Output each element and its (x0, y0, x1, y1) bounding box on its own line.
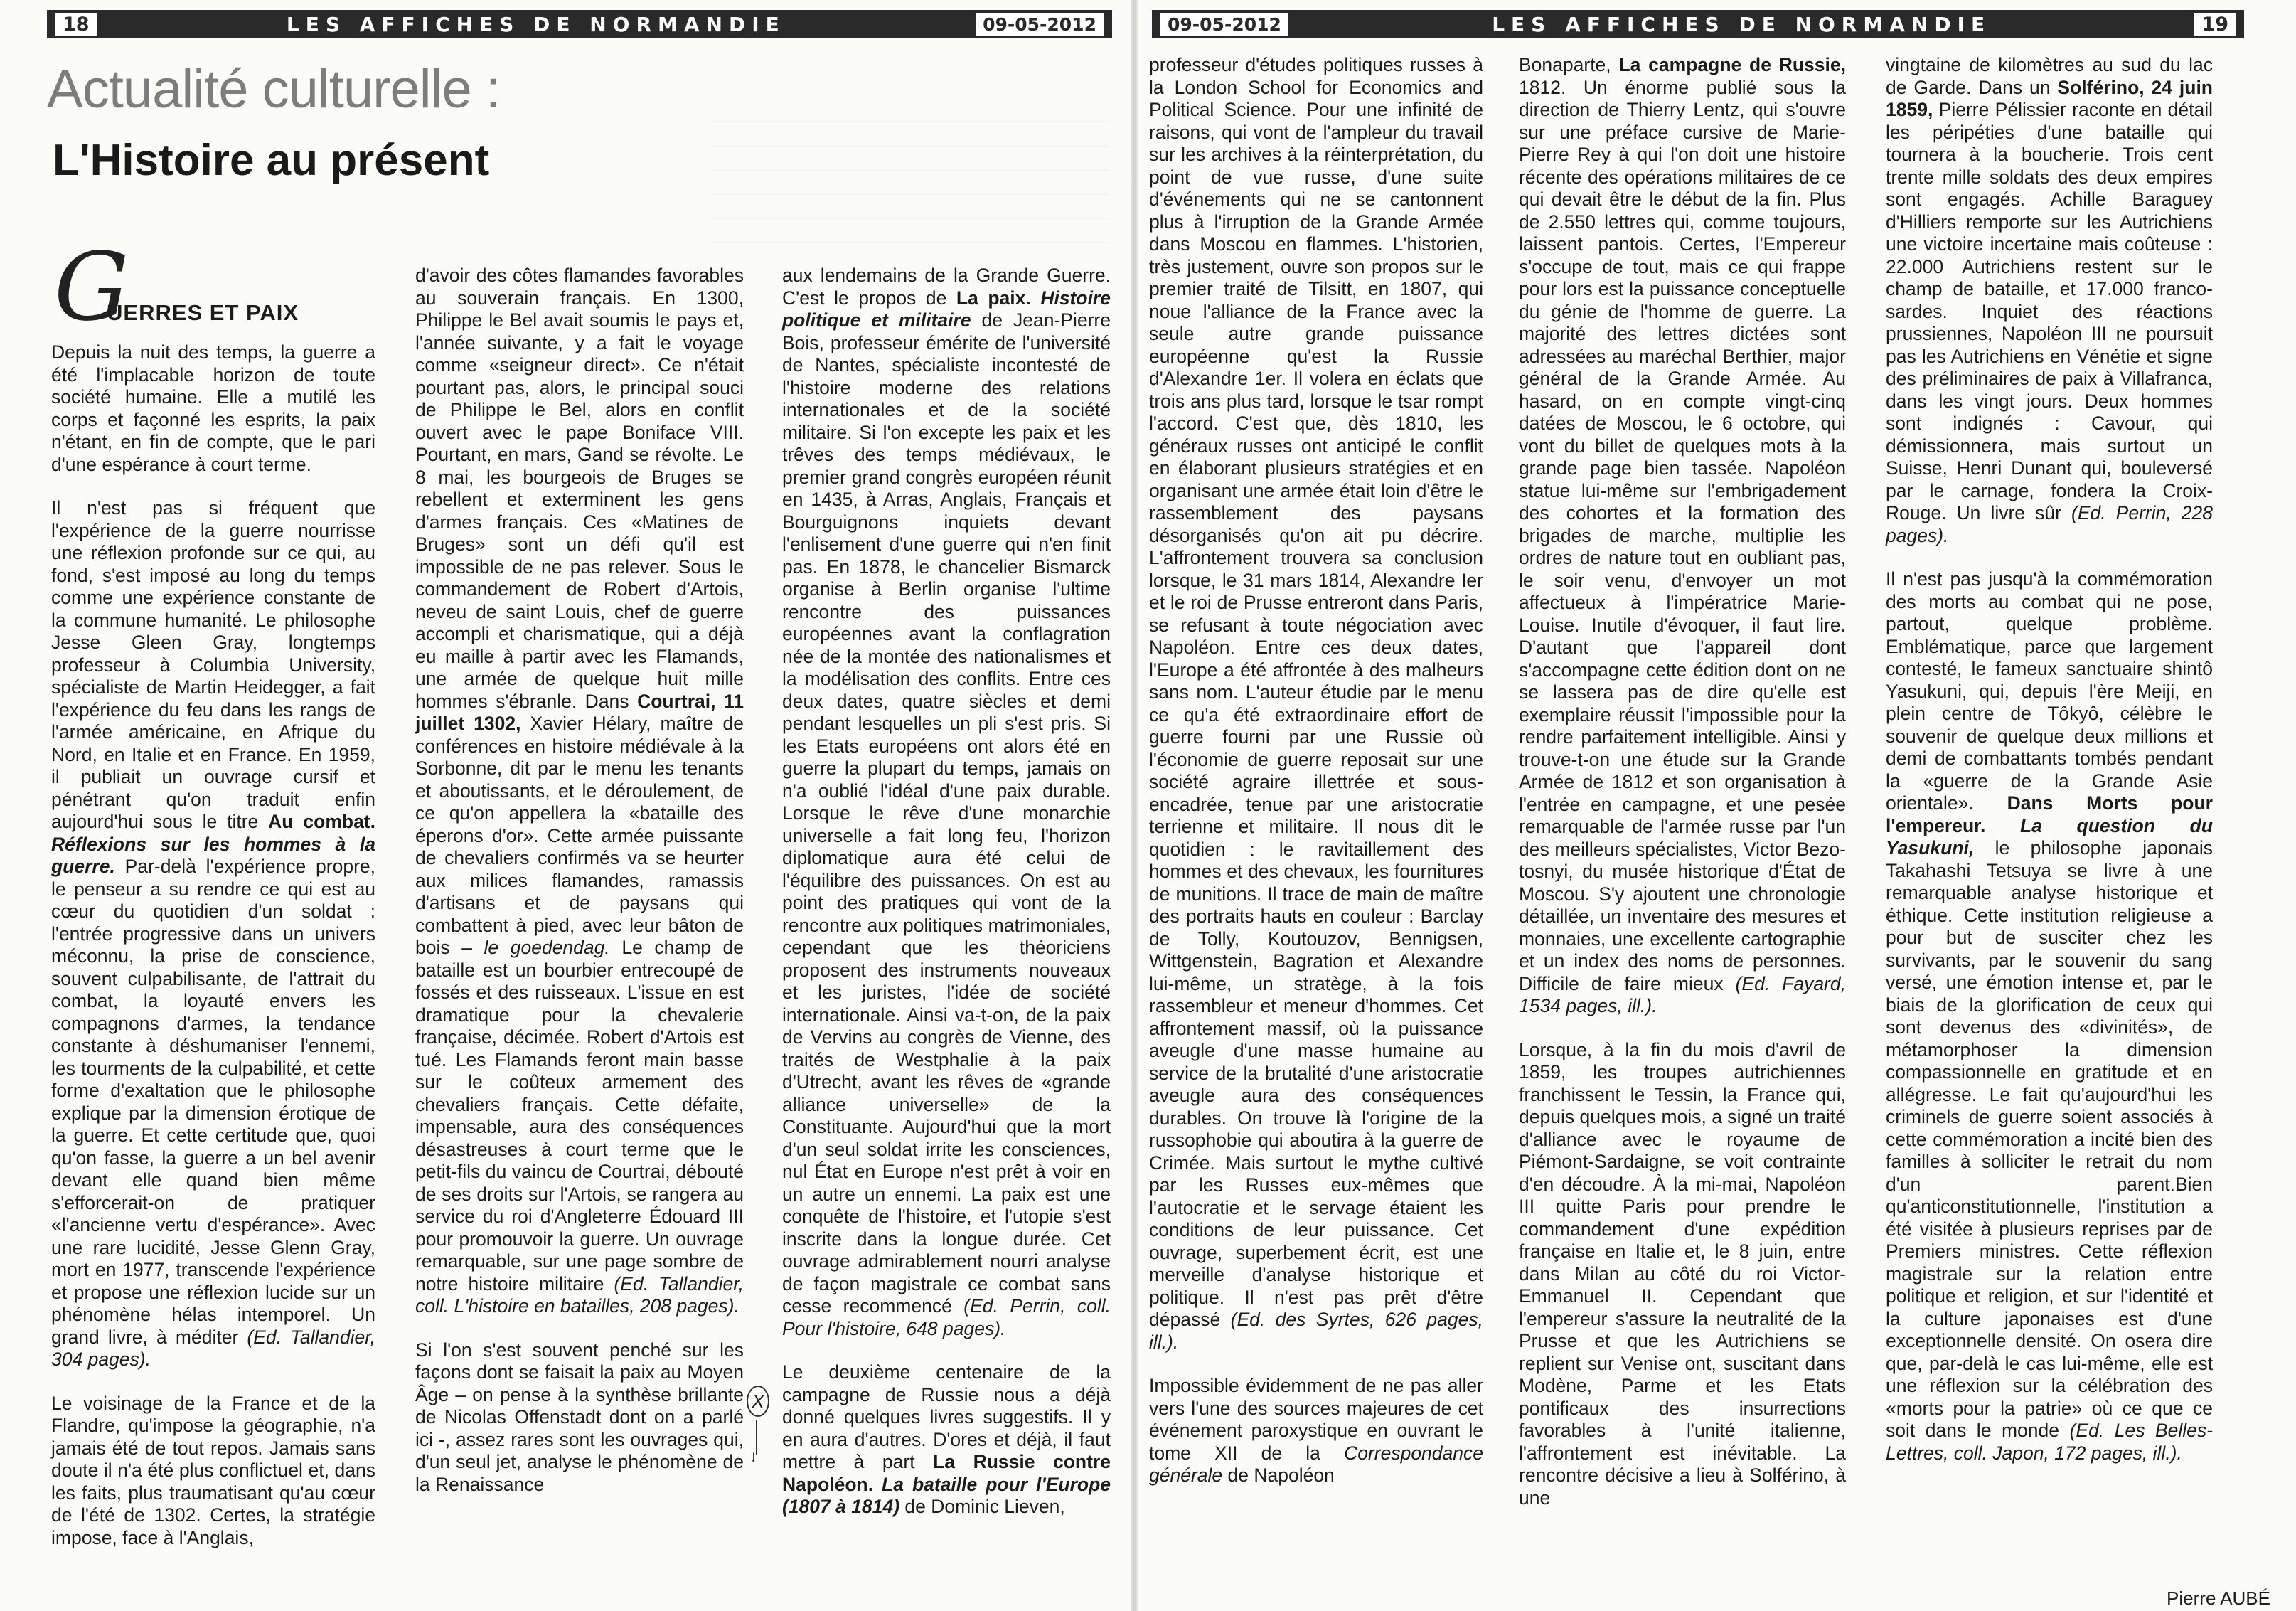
issue-date: 09-05-2012 (976, 13, 1104, 36)
column-2 (415, 265, 744, 1496)
show-through-texture (711, 121, 1109, 263)
right-page (1138, 0, 2296, 1611)
paragraph: vingtaine de kilomètres au sud du lac de Garde. Dans un Solférino, 24 juin 1859, Pierre Pélissier raconte en détail les péripéties d'une bataille qui tournera à la boucherie. Trois cent trente mille soldats des deux empires sont engagés. Achille Baraguey d'Hilliers remporte sur les Autrichiens une victoire incertaine mais coûteuse : 22.000 Autrichiens restent sur le champ de bataille, et 17.000 franco-sardes. Inquiet des réactions prussiennes, Napoléon III ne poursuit pas les Autrichiens en Vénétie et signe des préliminaires de paix à Villafranca, dans les vingt jours. Deux hommes sont indignés : Cavour, qui démissionnera, mais surtout un Suisse, Henri Dunant qui, bouleversé par le carnage, fondera la Croix-Rouge. Un livre sûr (Ed. Perrin, 228 pages). (1886, 54, 2213, 546)
drop-cap: G (54, 233, 129, 342)
arrow-down-icon: ↓ (749, 1447, 757, 1465)
paragraph: Si l'on s'est souvent penché sur les façons dont se faisait la paix au Moyen Âge – on pense à la synthèse brillante de Nicolas Offenstadt dont on a parlé ici -, assez rares sont les ouvrages qui, d'un seul jet, analyse le phénomène de la Renaissance (415, 1339, 744, 1495)
paragraph: aux lendemains de la Grande Guerre. C'est le propos de La paix. Histoire politique et militaire de Jean-Pierre Bois, professeur émérite de l'université de Nantes, spécialiste incontesté de l'histoire moderne des relations internationales et de la société militaire. Si l'on excepte les paix et les trêves des temps médiévaux, le premier grand congrès européen réunit en 1435, à Arras, Anglais, Français et Bourguignons inquiets devant l'enlisement d'une guerre qui n'en finit pas. En 1878, le chancelier Bismarck organise à Berlin organise l'ultime rencontre des puissances européennes avant la conflagration née de la montée des nationalismes et la modélisation des conflits. Entre ces deux dates, quatre siècles et demi pendant lesquelles un pli s'est pris. Si les Etats européens ont alors été en guerre la plupart du temps, jamais on n'a oublié l'idéal d'une paix durable. Lorsque le rêve d'une monarchie universelle a fait long feu, l'horizon diplomatique aura été celui de l'équilibre des puissances. On est au point des pratiques qui vont de la rencontre aux politiques matrimoniales, cependant que les théoriciens proposent des instruments nouveaux et les juristes, l'idée de société internationale. Ainsi va-t-on, de la paix de Vervins au congrès de Vienne, des traités de Westphalie à la paix d'Utrecht, avant les rêves de «grande alliance universelle» de la Constituante. Aujourd'hui que la mort d'un seul soldat irrite les consciences, nul État en Europe n'est prêt à voir en un autre un ennemi. La paix est une conquête de l'histoire, et l'utopie s'est inscrite dans la longue durée. Cet ouvrage admirablement nourri analyse de façon magistrale ce combat sans cesse recommencé (Ed. Perrin, coll. Pour l'histoire, 648 pages). (782, 265, 1111, 1339)
column-3 (782, 265, 1111, 1519)
intro-paragraph: Depuis la nuit des temps, la guerre a été l'implacable horizon de toute société humaine. Elle a mutilé les corps et façonné les esprits, la paix n'étant, en fin de compte, que le pari d'une espérance à court terme. (51, 341, 375, 475)
author-signature: Pierre AUBÉ (2167, 1588, 2270, 1609)
rubric-title: Actualité culturelle : (47, 59, 500, 119)
page-gutter (1131, 0, 1138, 1611)
paragraph: Lorsque, à la fin du mois d'avril de 1859, les troupes autrichiennes franchissent le Tessin, la France qui, depuis quelques mois, a signé un traité d'alliance avec le royaume de Piémont-Sardaigne, se voit contrainte d'en découdre. À la mi-mai, Napoléon III quitte Paris pour prendre le commandement d'une expédition française en Italie et, le 8 juin, entre dans Milan au côté du roi Victor-Emmanuel II. Cependant que l'empereur s'assure la neutralité de la Prusse et que les Autrichiens se replient sur Venise ont, suscitant dans Modène, Parme et les Etats pontificaux des insurrections favorables à l'unité italienne, l'affrontement est inévitable. La rencontre décisive a lieu à Solférino, à une (1519, 1038, 1846, 1509)
column-6 (1886, 54, 2213, 1464)
paragraph: Il n'est pas si fréquent que l'expérience de la guerre nourrisse une réflexion profonde sur ce qui, au fond, s'est imposé au long du temps comme une expérience constante de la commune humanité. Le philosophe Jesse Gleen Gray, longtemps professeur à Columbia University, spécialiste de Martin Heidegger, a fait l'expérience du feu dans les rangs de l'armée américaine, en Afrique du Nord, en Italie et en France. En 1959, il publiait un ouvrage cursif et pénétrant qu'on traduit enfin aujourd'hui sous le titre Au combat. Réflexions sur les hommes à la guerre. Par-delà l'expérience propre, le penseur a su rendre ce qui est au cœur du quotidien d'un soldat : l'entrée progressive dans un univers méconnu, la prise de conscience, souvent culpabilisante, de l'attrait du combat, la loyauté envers les compagnons d'armes, la tendance constante à déshumaniser l'ennemi, les tourments de la culpabilité, et cette forme d'exaltation que le philosophe explique par la dimension érotique de la guerre. Et cette certitude que, quoi qu'on fasse, la guerre a un bel avenir devant elle quand bien même s'efforcerait-on de pratiquer «l'ancienne vertu d'espérance». Avec une rare lucidité, Jesse Glenn Gray, mort en 1977, transcende l'expérience et propose une réflexion lucide sur un phénomène hélas intemporel. Un grand livre, à méditer (Ed. Tallandier, 304 pages). (51, 497, 376, 1370)
column-1 (51, 233, 376, 1549)
paragraph: Il n'est pas jusqu'à la commémoration des morts au combat qui ne pose, partout, quelque problème. Emblématique, parce que largement contesté, le fameux sanctuaire shintô Yasukuni, qui, depuis l'ère Meiji, en plein centre de Tôkyô, célèbre le souvenir de quelque deux millions et demi de combattants tombés pendant la «guerre de la Grande Asie orientale». Dans Morts pour l'empereur. La question du Yasukuni, le philosophe japonais Takahashi Tetsuya se livre à une remarquable analyse historique et éthique. Cette institution religieuse a pour but de susciter chez les survivants, par le souvenir du sang versé, une émotion intense et, par le biais de la glorification de ceux qui sont devenus des «divinités», de métamorphoser la dimension compassionnelle en gratitude et en allégresse. Le fait qu'aujourd'hui les criminels de guerre soient associés à cette commémoration a incité bien des familles à solliciter le retrait du nom d'un parent.Bien qu'anticonstitutionnelle, l'institution a été visitée à plusieurs reprises par de Premiers ministres. Cette réflexion magistrale sur la relation entre politique et religion, et sur l'identité et la culture japonaises est d'une exceptionnelle densité. On osera dire que, par-delà le cas lui-même, elle est une réflexion sur la célébration des «morts pour la patrie» où ce que ce soit dans le monde (Ed. Les Belles-Lettres, coll. Japon, 172 pages, ill.). (1886, 568, 2213, 1464)
page-number: 19 (2194, 13, 2236, 36)
issue-date: 09-05-2012 (1160, 13, 1288, 36)
running-head-right (1152, 10, 2244, 38)
handwritten-margin-mark (747, 1386, 771, 1464)
paragraph: Bonaparte, La campagne de Russie, 1812. Un énorme publié sous la direction de Thierry Lentz, qui s'ouvre sur une préface cursive de Marie-Pierre Rey à qui l'on doit une histoire récente des opérations militaires de ce qui devait être le début de la fin. Plus de 2.550 lettres qui, comme toujours, laissent pantois. Certes, l'Empereur s'occupe de tout, mais ce qui frappe pour lors est la puissance conceptuelle du génie de l'homme de guerre. La majorité des lettres dictées sont adressées au maréchal Berthier, major général de la Grande Armée. Au hasard, on en compte vingt-cinq datées de Moscou, le 6 octobre, qui vont du billet de quelques mots à la grande page bien tassée. Napoléon statue lui-même sur l'embrigadement des cohortes et la formation des brigades de marche, multiplie les ordres de nature tout en oubliant pas, le soir venu, d'envoyer un mot affectueux à l'impératrice Marie-Louise. Inutile d'évoquer, il faut lire. D'autant que l'appareil dont s'accompagne cette édition dont on ne se lassera pas de dire qu'elle est exemplaire réussit l'impossible pour la rendre parfaitement intelligible. Ainsi y trouve-t-on une étude sur la Grande Armée de 1812 et son organisation à l'entrée en campagne, et une pesée remarquable de l'armée russe par l'un des meilleurs spécialistes, Victor Bezo-tosnyi, du musée historique d'État de Moscou. S'y ajoutent une chronologie détaillée, un inventaire des mesures et monnaies, une excellente cartographie et un index des noms de personnes. Difficile de faire mieux (Ed. Fayard, 1534 pages, ill.). (1519, 54, 1846, 1016)
paragraph: d'avoir des côtes flamandes favorables au souverain français. En 1300, Philippe le Bel avait soumis le pays et, l'année suivante, y a fait le voyage comme «seigneur direct». Ce n'était pourtant pas, alors, le principal souci de Philippe le Bel, alors en conflit ouvert avec le pape Boniface VIII. Pourtant, en mars, Gand se révolte. Le 8 mai, les bourgeois de Bruges se rebellent et exterminent les gens d'armes français. Ces «Matines de Bruges» sont un défi qu'il est impossible de ne pas relever. Sous le commandement de Robert d'Artois, neveu de saint Louis, chef de guerre accompli et charismatique, qui a déjà eu maille à partir avec les Flamands, une armée de quelque huit mille hommes s'ébranle. Dans Courtrai, 11 juillet 1302, Xavier Hélary, maître de conférences en histoire médiévale à la Sorbonne, dit par le menu les tenants et aboutissants, et le déroulement, de ce qu'on appellera la «bataille des éperons d'or». Cette armée puissante de chevaliers confirmés va se heurter aux milices flamandes, ramassis d'artisans et de paysans qui combattent à pied, avec leur bâton de bois – le goedendag. Le champ de bataille est un bourbier entrecoupé de fossés et des ruisseaux. L'issue en est dramatique pour la chevalerie française, décimée. Robert d'Artois est tué. Les Flamands feront main basse sur le coûteux armement des chevaliers français. Cette défaite, impensable, aura des conséquences désastreuses à court terme que le petit-fils du vaincu de Courtrai, débouté de ses droits sur l'Artois, se rangera au service du roi d'Angleterre Édouard III pour promouvoir la guerre. Un ouvrage remarquable, sur une page sombre de notre histoire militaire (Ed. Tallandier, coll. L'histoire en batailles, 208 pages). (415, 265, 744, 1317)
paragraph: Le deuxième centenaire de la campagne de Russie nous a déjà donné quelques livres suggestifs. Il y en aura d'autres. D'ores et déjà, il faut mettre à part La Russie contre Napoléon. La bataille pour l'Europe (1807 à 1814) de Dominic Lieven, (782, 1361, 1111, 1517)
running-head-left (47, 10, 1112, 38)
newspaper-title: LES AFFICHES DE NORMANDIE (1492, 12, 1992, 36)
section-title: UERRES ET PAIX (107, 300, 299, 325)
circled-mark: X (747, 1386, 769, 1417)
article-headline: L'Histoire au présent (53, 136, 490, 185)
column-5 (1519, 54, 1846, 1509)
paragraph: professeur d'études politiques russes à la London School for Economics and Political Science. Pour une infinité de raisons, qui vont de l'ampleur du travail sur les archives à la réinterprétation, du point de vue russe, d'une suite d'événements qui ne se cantonnent plus à l'irruption de la Grande Armée dans Moscou en flammes. L'historien, très justement, ouvre son propos sur le premier traité de Tilsitt, en 1807, qui noue l'alliance de la France avec la seule autre grande puissance européenne qu'est la Russie d'Alexandre 1er. Il volera en éclats que trois ans plus tard, lorsque le tsar rompt l'accord. C'est que, dès 1810, les généraux russes ont anticipé le conflit en élaborant plusieurs stratégies et en organisant une armée était loin d'être le rassemblement des paysans désorganisés qu'on ait pu décrire. L'affrontement trouvera sa conclusion lorsque, le 31 mars 1814, Alexandre Ier et le roi de Prusse entreront dans Paris, se refusant à toute négociation avec Napoléon. Entre ces deux dates, l'Europe a été affrontée à des malheurs sans nom. L'auteur étudie par le menu ce qu'a été extraordinaire effort de guerre fourni par une Russie où l'économie de guerre reposait sur une société agraire illettrée et sous-encadrée, tenue par une aristocratie terrienne et militaire. Il nous dit le quotidien : le ravitaillement des hommes et des chevaux, les fournitures de munitions. Il trace de main de maître des portraits hauts en couleur : Barclay de Tolly, Koutouzov, Bennigsen, Wittgenstein, Bagration et Alexandre lui-même, un stratège, à la fois rassembleur et meneur d'hommes. Cet affrontement massif, où la puissance aveugle d'une masse humaine au service de la brutalité d'une aristocratie aveugle aura des conséquences durables. On trouve là l'origine de la russophobie qui aboutira à la guerre de Crimée. Mais surtout le mythe cultivé par les Russes eux-mêmes que l'autocratie et le servage étaient les conditions de leur puissance. Cet ouvrage, superbement écrit, est une merveille d'analyse historique et politique. Il n'est pas prêt d'être dépassé (Ed. des Syrtes, 626 pages, ill.). (1149, 54, 1483, 1353)
newspaper-title: LES AFFICHES DE NORMANDIE (286, 12, 786, 36)
column-4 (1149, 54, 1483, 1487)
paragraph: Le voisinage de la France et de la Flandre, qu'impose la géographie, n'a jamais été de tout repos. Jamais sans doute il n'a été plus conflictuel et, dans les faits, plus traumatisant qu'au cœur de l'été de 1302. Certes, la stratégie impose, face à l'Anglais, (51, 1392, 375, 1548)
left-page (0, 0, 1131, 1611)
page-number: 18 (55, 13, 97, 36)
paragraph: Impossible évidemment de ne pas aller vers l'une des sources majeures de cet événement paroxystique en ouvrant le tome XII de la Correspondance générale de Napoléon (1149, 1375, 1483, 1486)
section-heading (51, 233, 375, 342)
